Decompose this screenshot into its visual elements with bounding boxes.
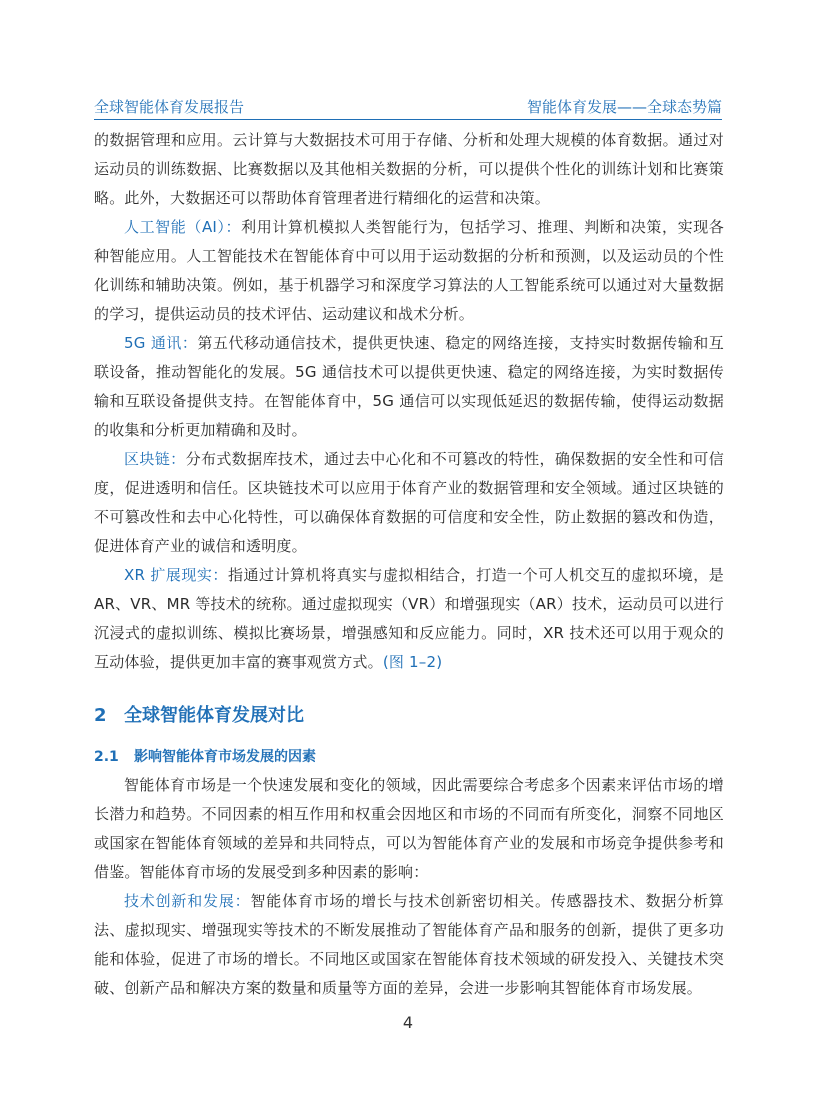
- text-xr: 指通过计算机将真实与虚拟相结合，打造一个可人机交互的虚拟环境，是 AR、VR、MR 等技术的统称。通过虚拟现实（VR）和增强现实（AR）技术，运动员可以进行沉浸式的虚拟训练、模拟比赛场景，增强感知和反应能力。同时，XR 技术还可以用于观众的互动体验，提供更加丰富的赛事观赏方式。: [94, 566, 724, 671]
- page-header: [94, 95, 722, 120]
- term-ai: 人工智能（AI）：: [124, 218, 242, 236]
- section-title: 全球智能体育发展对比: [124, 705, 304, 726]
- figure-reference-link[interactable]: (图 1–2): [382, 653, 443, 671]
- paragraph-market: 智能体育市场是一个快速发展和变化的领域，因此需要综合考虑多个因素来评估市场的增长潜力和趋势。不同因素的相互作用和权重会因地区和市场的不同而有所变化，洞察不同地区或国家在智能体育领域的差异和共同特点，可以为智能体育产业的发展和市场竞争提供参考和借鉴。智能体育市场的发展受到多种因素的影响：: [94, 776, 724, 881]
- term-tech-innovation: 技术创新和发展：: [124, 892, 251, 910]
- text-tech-innovation: 智能体育市场的增长与技术创新密切相关。传感器技术、数据分析算法、虚拟现实、增强现实等技术的不断发展推动了智能体育产品和服务的创新，提供了更多功能和体验，促进了市场的增长。不同地区或国家在智能体育技术领域的研发投入、关键技术突破、创新产品和解决方案的数量和质量等方面的差异，会进一步影响其智能体育市场发展。: [94, 892, 724, 997]
- term-xr: XR 扩展现实：: [124, 566, 228, 584]
- subsection-heading: [94, 743, 724, 771]
- header-chapter-title: 智能体育发展——全球态势篇: [526, 98, 722, 116]
- text-blockchain: 分布式数据库技术，通过去中心化和不可篡改的特性，确保数据的安全性和可信度，促进透明和信任。区块链技术可以应用于体育产业的数据管理和安全领域。通过区块链的不可篡改性和去中心化特性，可以确保体育数据的可信度和安全性，防止数据的篡改和伪造，促进体育产业的诚信和透明度。: [94, 450, 724, 555]
- subsection-title: 影响智能体育市场发展的因素: [134, 749, 316, 765]
- header-report-title: 全球智能体育发展报告: [94, 98, 245, 116]
- paragraph-ai: [94, 213, 724, 329]
- page-body: [94, 126, 724, 1003]
- text-5g: 第五代移动通信技术，提供更快速、稳定的网络连接，支持实时数据传输和互联设备，推动智能化的发展。5G 通信技术可以提供更快速、稳定的网络连接，为实时数据传输和互联设备提供支持。在智能体育中，5G 通信可以实现低延迟的数据传输，使得运动数据的收集和分析更加精确和及时。: [94, 334, 724, 439]
- page-number: 4: [402, 1013, 414, 1032]
- paragraph-tech-innovation: [94, 887, 724, 1003]
- paragraph-5g: [94, 329, 724, 445]
- section-number: 2: [94, 705, 107, 726]
- term-5g: 5G 通讯：: [124, 334, 198, 352]
- paragraph-xr: [94, 561, 724, 677]
- paragraph-blockchain: [94, 445, 724, 561]
- section-heading: [94, 693, 724, 739]
- text-ai: 利用计算机模拟人类智能行为，包括学习、推理、判断和决策，实现各种智能应用。人工智能技术在智能体育中可以用于运动数据的分析和预测，以及运动员的个性化训练和辅助决策。例如，基于机器学习和深度学习算法的人工智能系统可以通过对大量数据的学习，提供运动员的技术评估、运动建议和战术分析。: [94, 218, 724, 323]
- subsection-number: 2.1: [94, 749, 119, 765]
- term-blockchain: 区块链：: [124, 450, 186, 468]
- paragraph-cloud-bigdata: 的数据管理和应用。云计算与大数据技术可用于存储、分析和处理大规模的体育数据。通过对运动员的训练数据、比赛数据以及其他相关数据的分析，可以提供个性化的训练计划和比赛策略。此外，大数据还可以帮助体育管理者进行精细化的运营和决策。: [94, 131, 724, 207]
